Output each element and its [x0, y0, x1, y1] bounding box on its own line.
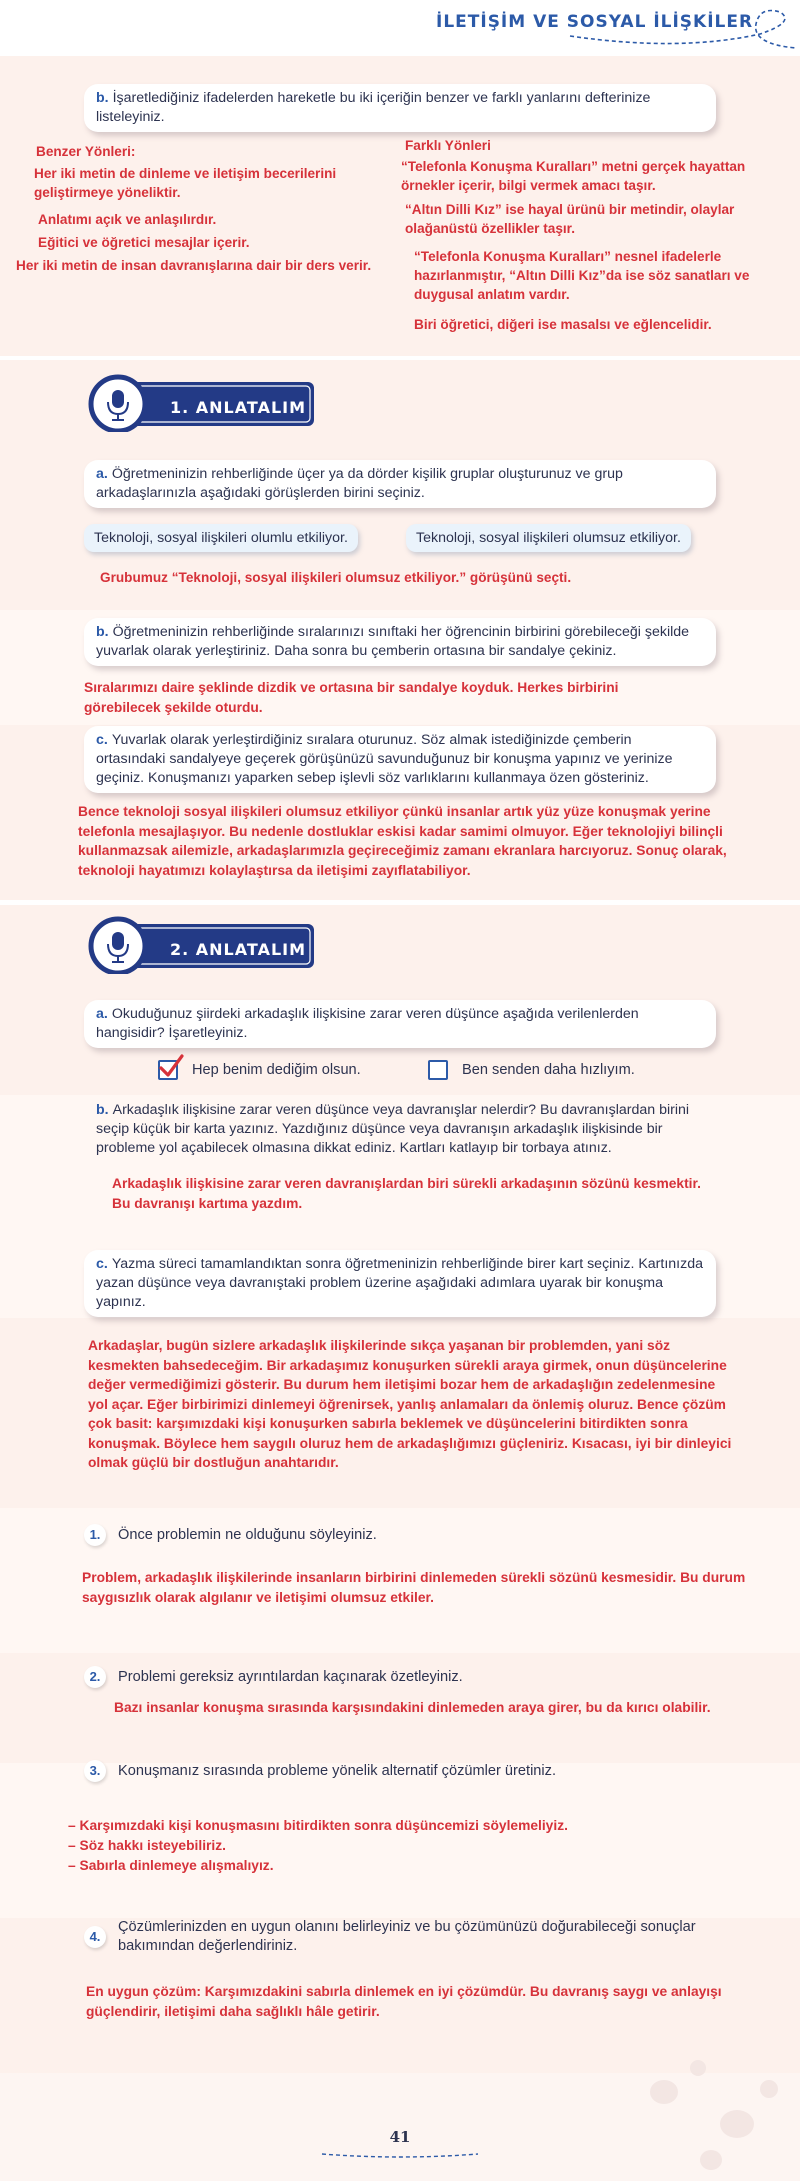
step-2-text: Problemi gereksiz ayrıntılardan kaçınarak özetleyiniz.	[118, 1669, 463, 1685]
option-negative[interactable]: Teknoloji, sosyal ilişkileri olumsuz etkiliyor.	[406, 524, 691, 552]
similar-item: Her iki metin de insan davranışlarına dair bir ders verir.	[16, 258, 372, 273]
question-letter: a.	[96, 1006, 108, 1022]
step-2-answer: Bazı insanlar konuşma sırasında karşısındakini dinlemeden araya girer, bu da kırıcı olabilir.	[114, 1700, 711, 1715]
step-3-text: Konuşmanız sırasında probleme yönelik alternatif çözümler üretiniz.	[118, 1763, 557, 1779]
question-text: Okuduğunuz şiirdeki arkadaşlık ilişkisine zarar veren düşünce aşağıda verilenlerden hangisidir? İşaretleyiniz.	[96, 1006, 639, 1041]
option-positive[interactable]: Teknoloji, sosyal ilişkileri olumlu etkiliyor.	[84, 524, 358, 552]
question-text: İşaretlediğiniz ifadelerden hareketle bu iki içeriğin benzer ve farklı yanlarını defterinize listeleyiniz.	[96, 90, 651, 125]
question-1c	[84, 726, 716, 793]
question-1b	[84, 618, 716, 666]
different-item: “Altın Dilli Kız” ise hayal ürünü bir metindir, olaylar olağanüstü özellikler taşır.	[405, 202, 735, 236]
step-3-answer-item: – Sabırla dinlemeye alışmalıyız.	[68, 1858, 274, 1873]
different-item: “Telefonla Konuşma Kuralları” metni gerçek hayattan örnekler içerir, bilgi vermek amacı taşır.	[401, 159, 746, 193]
page-header-title: İLETİŞİM VE SOSYAL İLİŞKİLER	[436, 12, 754, 32]
step-number: 3.	[84, 1760, 106, 1782]
question-letter: c.	[96, 732, 108, 748]
similar-item: Her iki metin de dinleme ve iletişim becerilerini geliştirmeye yöneliktir.	[34, 166, 337, 200]
dashed-curve-decoration	[560, 4, 800, 64]
question-2a	[84, 1000, 716, 1048]
different-item: Biri öğretici, diğeri ise masalsı ve eğlencelidir.	[414, 317, 712, 332]
step-3-answer-item: – Söz hakkı isteyebiliriz.	[68, 1838, 226, 1853]
question-letter: c.	[96, 1256, 108, 1272]
paw-decoration	[700, 2150, 722, 2170]
answer-1b: Sıralarımızı daire şeklinde dizdik ve ortasına bir sandalye koyduk. Herkes birbirini görebilecek şekilde oturdu.	[84, 680, 619, 715]
question-letter: b.	[96, 1102, 109, 1118]
paw-decoration	[760, 2080, 778, 2098]
question-text: Yuvarlak olarak yerleştirdiğiniz sıralara oturunuz. Söz almak istediğinizde çemberin ortasındaki sandalyeye geçerek görüşünüzü savunduğunuz bir konuşma yapınız ve yerinize geçiniz. Konuşmanızı yaparken sebep işlevli söz varlıklarını kullanmaya özen gösteriniz.	[96, 732, 673, 786]
answer-1a: Grubumuz “Teknoloji, sosyal ilişkileri olumsuz etkiliyor.” görüşünü seçti.	[100, 570, 572, 585]
question-letter: b.	[96, 624, 109, 640]
question-text: Arkadaşlık ilişkisine zarar veren düşünce veya davranışlar nelerdir? Bu davranışlardan birini seçip küçük bir karta yazınız. Yazdığınız düşünce veya davranışın arkadaşlık ilişkisinde bir probleme yol açabilecek olmasına dikkat ediniz. Kartları katlayıp bir torbaya atınız.	[96, 1102, 690, 1156]
question-letter: a.	[96, 466, 108, 482]
checkbox-choice-2[interactable]	[428, 1060, 448, 1080]
question-text: Yazma süreci tamamlandıktan sonra öğretmeninizin rehberliğinde birer kart seçiniz. Kartınızda yazan düşünce veya davranıştaki problem üzerine aşağıdaki adımlara uyarak bir konuşma yapınız.	[96, 1256, 704, 1310]
step-4-text: Çözümlerinizden en uygun olanını belirleyiniz ve bu çözümünüzü doğurabileceği sonuçlar bakımından değerlendiriniz.	[118, 1919, 696, 1954]
question-text: Öğretmeninizin rehberliğinde üçer ya da dörder kişilik gruplar oluşturunuz ve grup arkadaşlarınızla aşağıdaki görüşlerden birini seçiniz.	[96, 466, 623, 501]
question-letter: b.	[96, 90, 109, 106]
choice-2-label: Ben senden daha hızlıyım.	[462, 1062, 635, 1078]
step-1-answer: Problem, arkadaşlık ilişkilerinde insanların birbirini dinlemeden sürekli sözünü kesmesidir. Bu durum saygısızlık olarak algılanır ve iletişimi olumsuz etkiler.	[82, 1570, 746, 1605]
paw-decoration	[650, 2080, 678, 2104]
anlatalim-1-title: 1. ANLATALIM	[170, 398, 307, 417]
page-number-underline	[320, 2150, 480, 2158]
anlatalim-2-title: 2. ANLATALIM	[170, 940, 307, 959]
page-number: 41	[389, 2128, 411, 2146]
similar-item: Eğitici ve öğretici mesajlar içerir.	[38, 235, 250, 250]
answer-1c: Bence teknoloji sosyal ilişkileri olumsuz etkiliyor çünkü insanlar artık yüz yüze konuşmak yerine telefonla mesajlaşıyor. Bu nedenle dostluklar eskisi kadar samimi olmuyor. Eğer teknolojiyi bilinçli kullanmazsak ailemizle, arkadaşlarımızla geçireceğimiz zamanı ekranlara harcıyoruz. Sonuç olarak, teknoloji hayatımızı kolaylaştırsa da iletişimi zayıflatabiliyor.	[78, 804, 727, 878]
band-footer	[0, 2073, 800, 2181]
checkbox-choice-1[interactable]	[158, 1060, 178, 1080]
step-number: 4.	[84, 1926, 106, 1948]
step-number: 2.	[84, 1666, 106, 1688]
question-1a	[84, 460, 716, 508]
question-text: Öğretmeninizin rehberliğinde sıralarınızı sınıftaki her öğrencinin birbirini görebileceği şekilde yuvarlak olarak yerleştiriniz. Daha sonra bu çemberin ortasına bir sandalye çekiniz.	[96, 624, 690, 659]
answer-2c: Arkadaşlar, bugün sizlere arkadaşlık ilişkilerinde sıkça yaşanan bir problemden, yani söz kesmekten bahsedeceğim. Bir arkadaşımız konuşurken sürekli araya girmek, onun düşüncelerine değer vermediğimizi gösterir. Bu durum hem iletişimi bozar hem de arkadaşlığın zedelenmesine yol açar. Eğer birbirimizi dinlemeyi öğrenirsek, yanlış anlamaları da önlemiş oluruz. Bence çözüm çok basit: karşımızdaki kişi konuşurken sabırla beklemek ve düşüncelerini bitirdikten sonra konuşmak. Böylece hem saygılı oluruz hem de arkadaşlığımızı güçleniriz. Kısacası, iyi bir dinleyici olmak güçlü bir dostluğun anahtarıdır.	[88, 1338, 732, 1470]
question-b-compare	[84, 84, 716, 132]
question-2b	[84, 1096, 716, 1163]
step-1-text: Önce problemin ne olduğunu söyleyiniz.	[118, 1527, 377, 1543]
paw-decoration	[690, 2060, 706, 2076]
question-2c	[84, 1250, 716, 1317]
answer-2b: Arkadaşlık ilişkisine zarar veren davranışlardan biri sürekli arkadaşının sözünü kesmektir. Bu davranışı kartıma yazdım.	[112, 1176, 701, 1211]
step-number: 1.	[84, 1524, 106, 1546]
different-item: “Telefonla Konuşma Kuralları” nesnel ifadelerle hazırlanmıştır, “Altın Dilli Kız”da ise söz sanatları ve duygusal anlatım vardır.	[414, 249, 750, 302]
step-3-answer-item: – Karşımızdaki kişi konuşmasını bitirdikten sonra düşüncemizi söylemeliyiz.	[68, 1818, 568, 1833]
different-heading: Farklı Yönleri	[405, 138, 491, 153]
checkmark-icon	[158, 1054, 184, 1080]
choice-1-label: Hep benim dediğim olsun.	[192, 1062, 361, 1078]
similar-item: Anlatımı açık ve anlaşılırdır.	[38, 212, 217, 227]
similar-heading: Benzer Yönleri:	[36, 144, 136, 159]
step-4-answer: En uygun çözüm: Karşımızdakini sabırla dinlemek en iyi çözümdür. Bu davranış saygı ve anlayışı güçlendirir, iletişimi daha sağlıklı hâle getirir.	[86, 1984, 722, 2019]
